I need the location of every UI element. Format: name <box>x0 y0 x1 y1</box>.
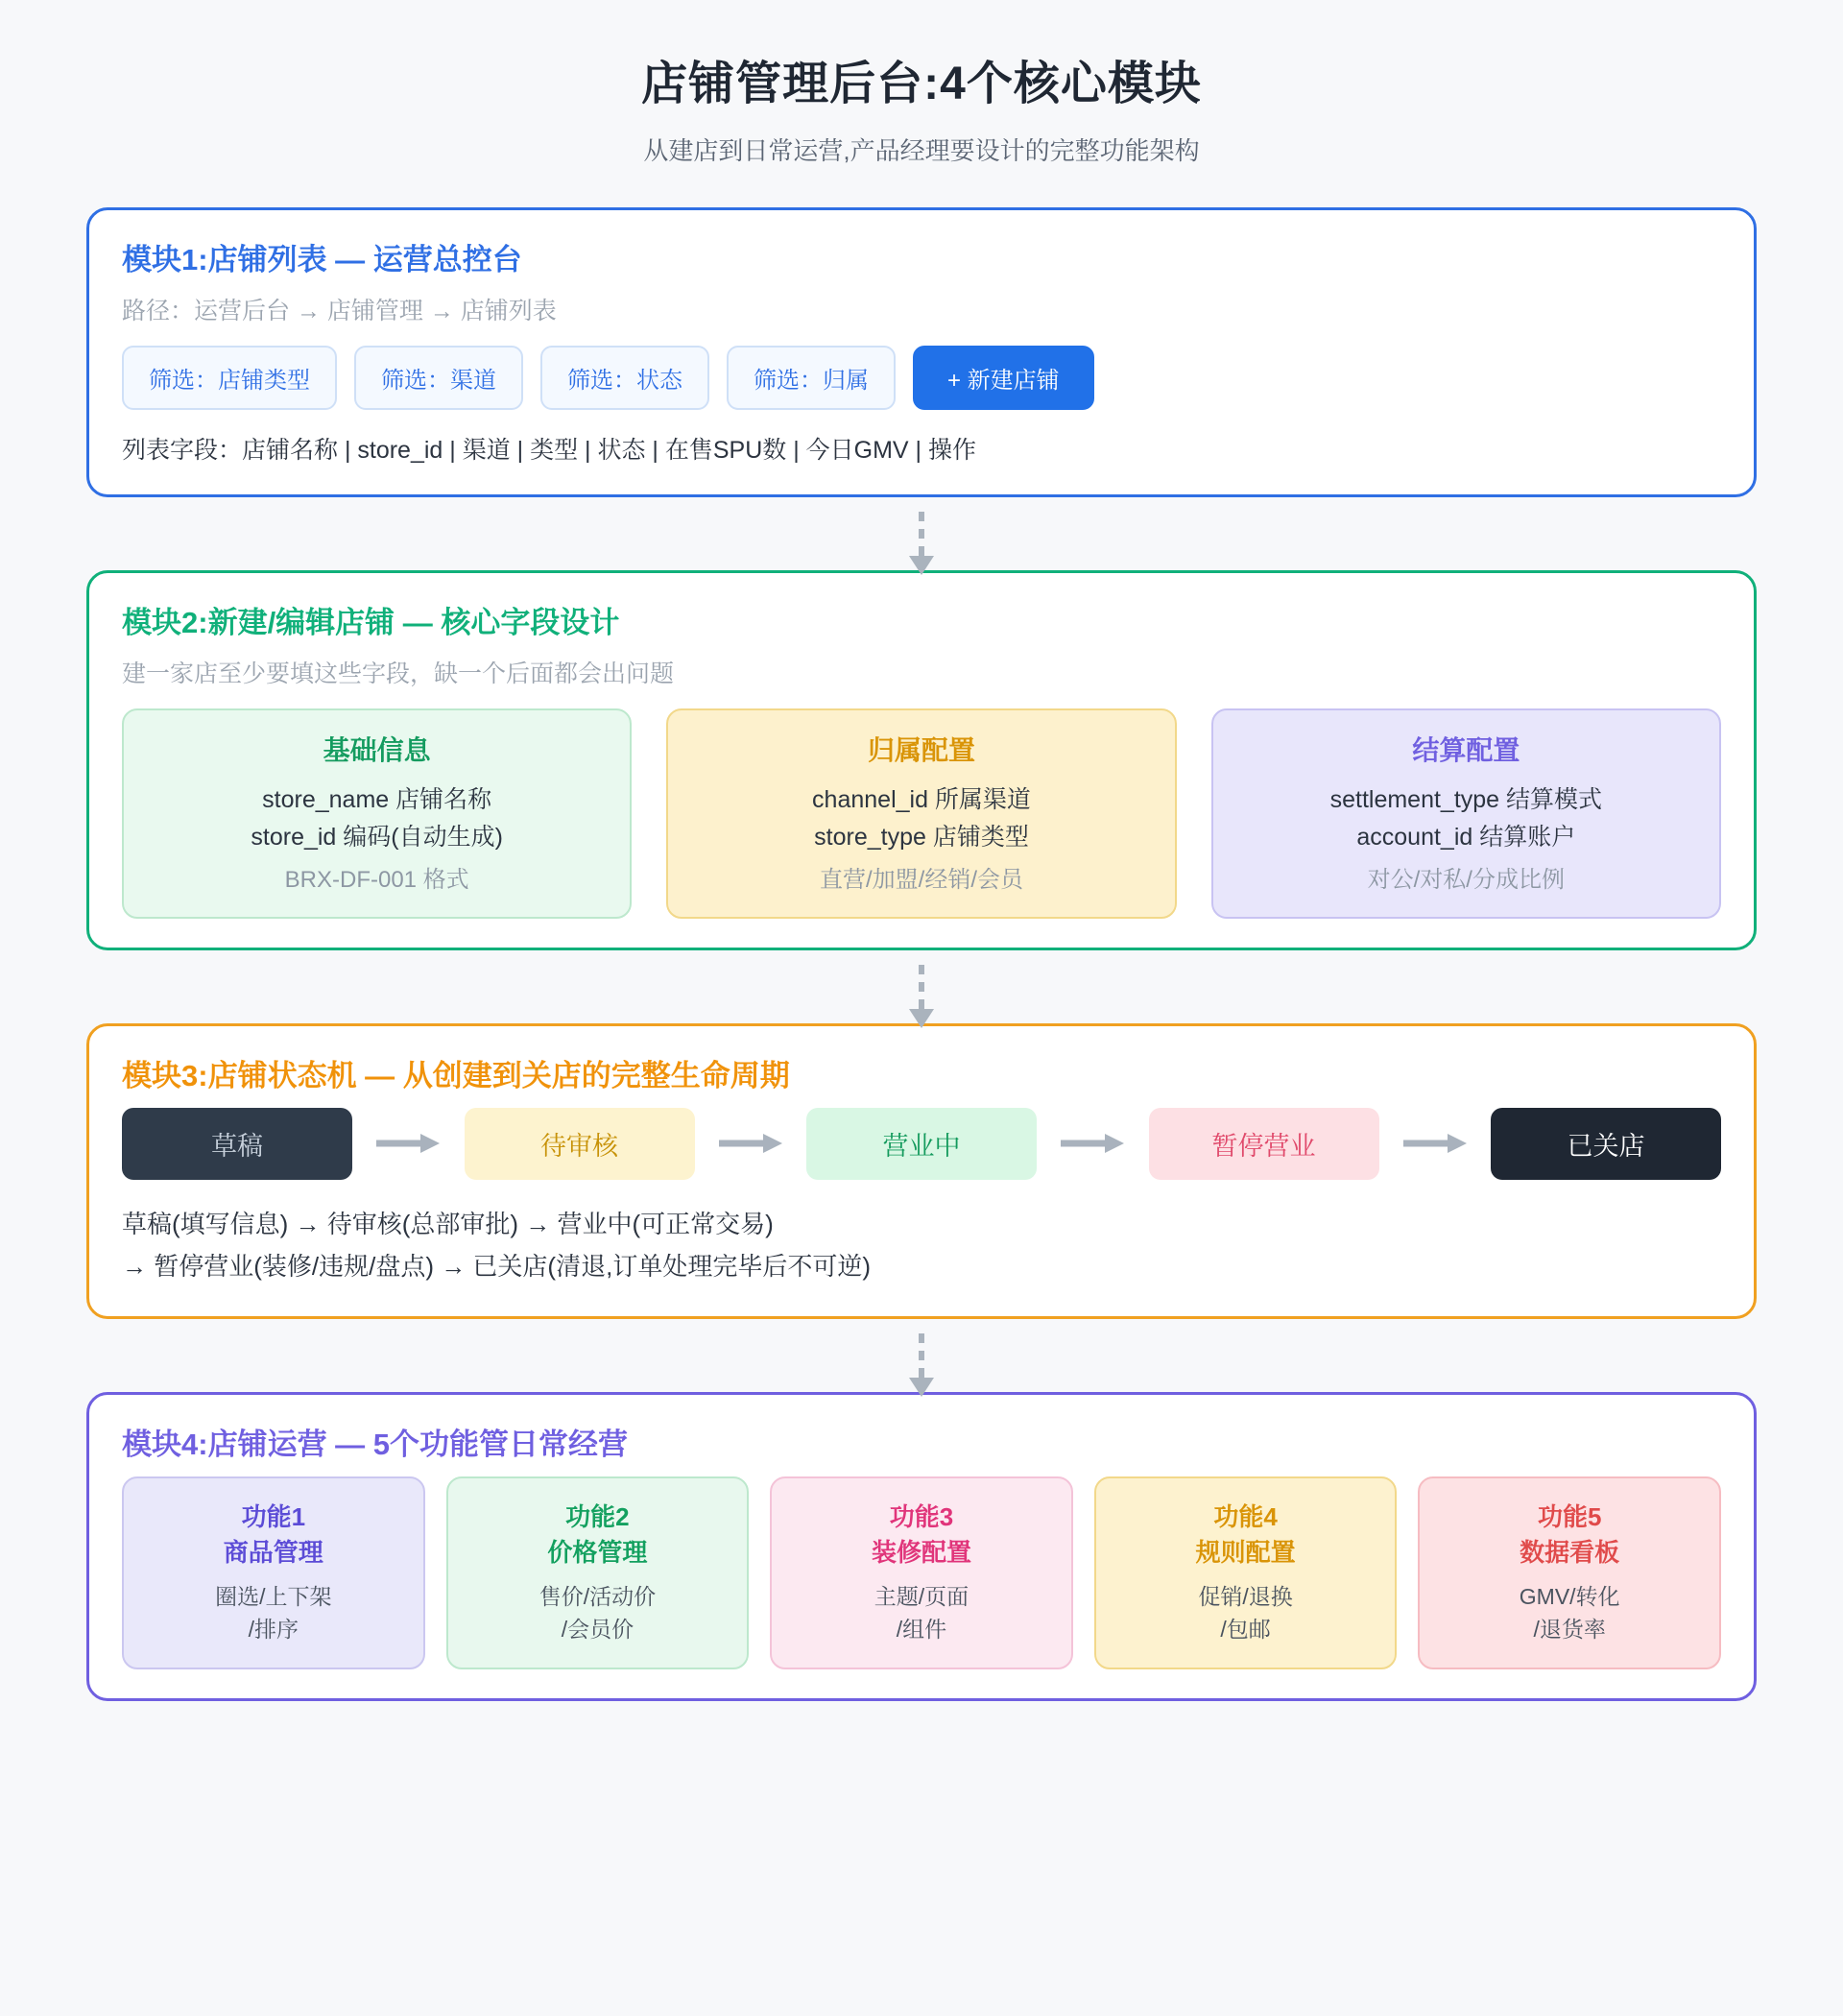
feature-desc: 促销/退换 /包邮 <box>1198 1583 1293 1643</box>
field-group-row <box>122 708 1721 919</box>
card-line-2: account_id 结算账户 <box>1356 823 1576 851</box>
state-draft: 草稿 <box>122 1108 352 1180</box>
module3-title: 模块3:店铺状态机 — 从创建到关店的完整生命周期 <box>122 1058 790 1092</box>
feature-desc: 售价/活动价 /会员价 <box>539 1583 657 1643</box>
module2-title: 模块2:新建/编辑店铺 — 核心字段设计 <box>122 606 620 639</box>
state-open: 营业中 <box>806 1108 1037 1180</box>
card-title: 归属配置 <box>867 735 975 765</box>
feature-name: 商品管理 <box>223 1537 323 1567</box>
module1-list-fields: 列表字段：店铺名称 | store_id | 渠道 | 类型 | 状态 | 在售SPU数 | 今日GMV | 操作 <box>122 437 976 464</box>
module4-title: 模块4:店铺运营 — 5个功能管日常经营 <box>122 1427 629 1461</box>
state-arrow-icon <box>1379 1133 1492 1154</box>
module1-path: 路径：运营后台 → 店铺管理 → 店铺列表 <box>122 298 557 324</box>
state-arrow-icon <box>1037 1133 1149 1154</box>
module-create-edit-store <box>86 570 1757 950</box>
feature-desc: 主题/页面 /组件 <box>874 1583 969 1643</box>
feature-name: 价格管理 <box>547 1537 648 1567</box>
filter-chip-row <box>122 346 1721 410</box>
card-line-1: store_name 店铺名称 <box>262 786 492 813</box>
feature-decoration-config <box>770 1476 1073 1669</box>
feature-row <box>122 1476 1721 1669</box>
filter-status[interactable]: 筛选：状态 <box>540 346 709 410</box>
card-line-2: store_type 店铺类型 <box>814 823 1029 851</box>
state-row <box>122 1108 1721 1180</box>
feature-data-dashboard <box>1418 1476 1721 1669</box>
feature-name: 数据看板 <box>1520 1537 1620 1567</box>
state-arrow-icon <box>695 1133 807 1154</box>
page-subtitle: 从建店到日常运营,产品经理要设计的完整功能架构 <box>643 136 1200 165</box>
connector-2-3 <box>86 950 1757 1023</box>
feature-number: 功能5 <box>1537 1501 1602 1531</box>
feature-number: 功能1 <box>241 1501 306 1531</box>
state-closed: 已关店 <box>1491 1108 1721 1180</box>
card-line-1: settlement_type 结算模式 <box>1329 786 1603 813</box>
state-flow-line-2: → 暂停营业(装修/违规/盘点) → 已关店(清退,订单处理完毕后不可逆) <box>122 1251 871 1281</box>
feature-product-management <box>122 1476 425 1669</box>
module-store-list <box>86 207 1757 497</box>
card-title: 基础信息 <box>323 735 431 765</box>
down-arrow-icon <box>919 965 924 1009</box>
card-line-2: store_id 编码(自动生成) <box>251 823 503 851</box>
page-header <box>86 46 1757 167</box>
card-line-1: channel_id 所属渠道 <box>812 786 1031 813</box>
feature-number: 功能2 <box>565 1501 630 1531</box>
page-title: 店铺管理后台:4个核心模块 <box>641 59 1202 109</box>
card-note: BRX-DF-001 格式 <box>284 866 469 893</box>
state-arrow-icon <box>352 1133 465 1154</box>
connector-3-4 <box>86 1319 1757 1392</box>
feature-name: 规则配置 <box>1195 1537 1296 1567</box>
feature-rule-config <box>1094 1476 1398 1669</box>
state-pending-review: 待审核 <box>465 1108 695 1180</box>
down-arrow-icon <box>919 512 924 556</box>
field-group-ownership-config <box>666 708 1176 919</box>
card-note: 直营/加盟/经销/会员 <box>819 866 1023 893</box>
field-group-settlement-config <box>1211 708 1721 919</box>
state-paused: 暂停营业 <box>1149 1108 1379 1180</box>
feature-price-management <box>446 1476 750 1669</box>
feature-name: 装修配置 <box>871 1537 971 1567</box>
module1-title: 模块1:店铺列表 — 运营总控台 <box>122 243 522 276</box>
card-title: 结算配置 <box>1412 735 1520 765</box>
module-store-state-machine <box>86 1023 1757 1319</box>
filter-store-type[interactable]: 筛选：店铺类型 <box>122 346 337 410</box>
feature-desc: GMV/转化 /退货率 <box>1519 1583 1620 1643</box>
field-group-basic-info <box>122 708 632 919</box>
connector-1-2 <box>86 497 1757 570</box>
module-store-operations <box>86 1392 1757 1701</box>
feature-number: 功能3 <box>889 1501 954 1531</box>
filter-ownership[interactable]: 筛选：归属 <box>727 346 896 410</box>
feature-number: 功能4 <box>1213 1501 1278 1531</box>
state-flow-line-1: 草稿(填写信息) → 待审核(总部审批) → 营业中(可正常交易) <box>122 1209 774 1238</box>
card-note: 对公/对私/分成比例 <box>1367 866 1565 893</box>
create-store-button[interactable]: + 新建店铺 <box>913 346 1094 410</box>
feature-desc: 圈选/上下架 /排序 <box>215 1583 332 1643</box>
module2-subtitle: 建一家店至少要填这些字段，缺一个后面都会出问题 <box>122 660 675 687</box>
filter-channel[interactable]: 筛选：渠道 <box>354 346 523 410</box>
down-arrow-icon <box>919 1333 924 1378</box>
